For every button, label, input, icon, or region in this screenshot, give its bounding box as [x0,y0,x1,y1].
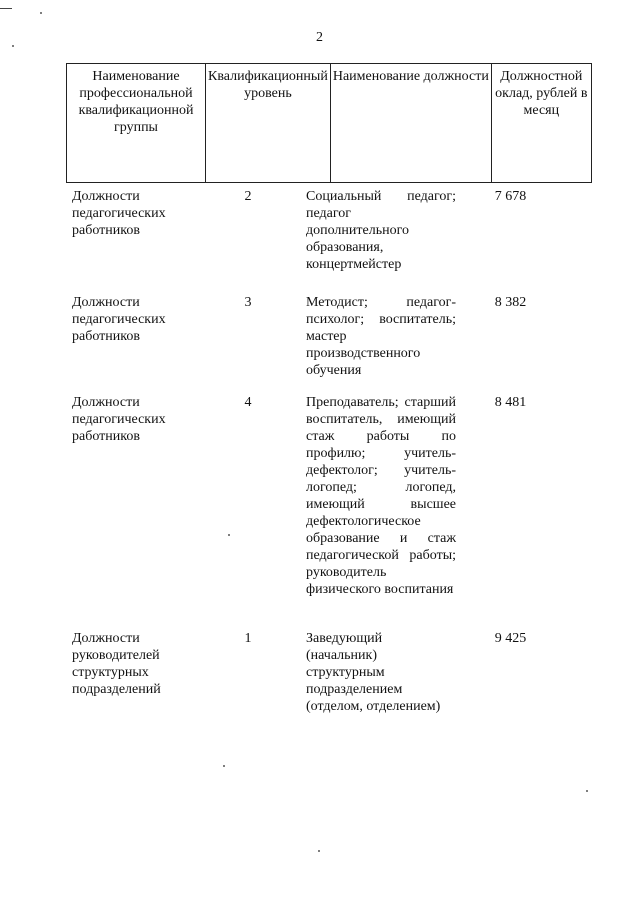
level-cell: 3 [244,295,252,310]
level-cell: 1 [244,631,252,646]
table-header [66,63,592,183]
group-cell: Должности педагогических работников [72,189,166,238]
header-position: Наименование должности [330,64,491,183]
group-cell: Должности педагогических работников [72,395,166,444]
level-cell: 2 [244,189,252,204]
salary-cell: 9 425 [494,631,527,646]
level-cell: 4 [244,395,252,410]
scan-edge-mark [0,8,12,9]
group-cell: Должности руководителей структурных подразделений [72,631,161,697]
header-level: Квалификационный уровень [206,64,331,183]
position-cell: Преподаватель; старший воспитатель, имеющий стаж работы по профилю; учитель-дефектолог; учитель-логопед; логопед, имеющий высшее дефектологическое образование и стаж педагогической работы; руководитель физического воспитания [306,395,456,597]
scan-speck [228,534,230,536]
scan-speck [318,850,320,852]
salary-cell: 8 382 [494,295,527,310]
group-cell: Должности педагогических работников [72,295,166,344]
position-cell: Социальный педагог; педагог дополнительного образования, концертмейстер [306,189,456,272]
header-salary: Должностной оклад, рублей в месяц [491,64,591,183]
scan-speck [586,790,588,792]
scan-speck [40,12,42,14]
header-group: Наименование профессиональной квалификационной группы [67,64,206,183]
position-cell: Методист; педагог-психолог; воспитатель; мастер производственного обучения [306,295,456,378]
scan-speck [223,765,225,767]
salary-cell: 8 481 [494,395,527,410]
salary-cell: 7 678 [494,189,527,204]
page-number: 2 [316,30,323,45]
position-cell: Заведующий (начальник) структурным подразделением (отделом, отделением) [306,631,441,714]
